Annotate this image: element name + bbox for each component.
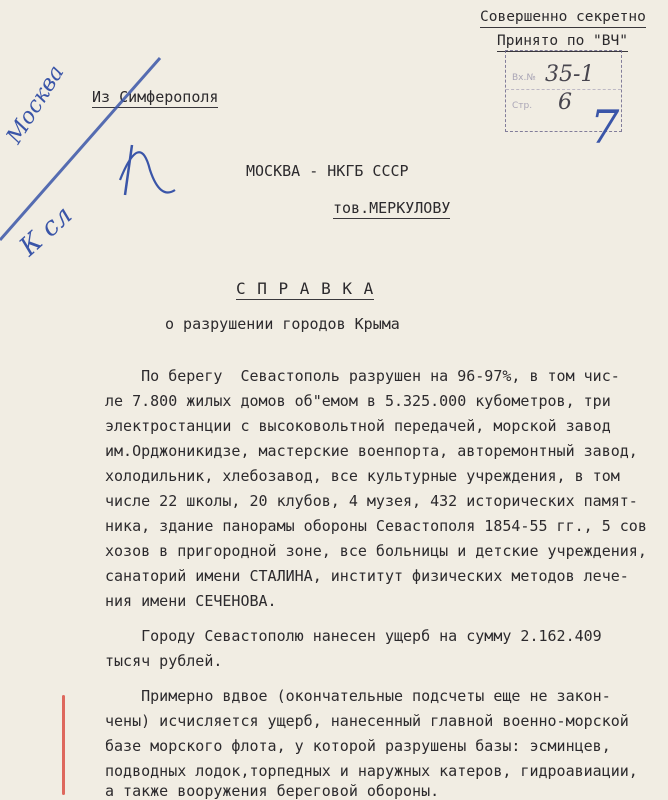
body-line: подводных лодок,торпедных и наружных катеров, гидроавиации, [105,762,638,780]
body-line: ле 7.800 жилых домов об"емом в 5.325.000 кубометров, три [105,392,611,410]
addressee-line1: МОСКВА - НКГБ СССР [246,162,409,180]
stamp-number: 35-1 [545,62,595,87]
body-line: холодильник, хлебозавод, все культурные учреждения, в том [105,467,620,485]
body-line: электростанции с высоковольтной передачей, морской завод [105,417,611,435]
body-line: ния имени СЕЧЕНОВА. [105,592,277,610]
received-via-label: Принято по "ВЧ" [497,32,628,52]
body-line: чены) исчисляется ущерб, нанесенный главной военно-морской [105,712,629,730]
page-mark: 7 [590,100,620,154]
body-line: Городу Севастополю нанесен ущерб на сумму 2.162.409 [105,627,602,645]
body-line: тысяч рублей. [105,652,223,670]
body-line: им.Орджоникидзе, мастерские военпорта, авторемонтный завод, [105,442,638,460]
from-line: Из Симферополя [92,88,219,106]
handwritten-note-line1: Москва [2,61,70,149]
body-line: а также вооружения береговой обороны. [105,782,440,800]
stamp-sheet: 6 [558,90,572,115]
body-line: По берегу Севастополь разрушен на 96-97%, в том чис- [105,367,620,385]
handwritten-note-line2: К сл [14,200,79,263]
stamp-row-str: Стр. [512,101,533,111]
body-line: хозов в пригородной зоне, все больницы и детские учреждения, [105,542,647,560]
addressee-line2: тов.МЕРКУЛОВУ [333,199,451,217]
body-line: Примерно вдвое (окончательные подсчеты еще не закон- [105,687,611,705]
body-line: числе 22 школы, 20 клубов, 4 музея, 432 исторических памят- [105,492,638,510]
red-margin-mark [62,695,65,795]
stamp-row-no: Вх.№ [512,73,536,83]
classification-label: Совершенно секретно [480,8,646,28]
body-line: санаторий имени СТАЛИНА, институт физических методов лече- [105,567,629,585]
document-subtitle: о разрушении городов Крыма [165,315,400,333]
document-title: С П Р А В К А [236,279,375,298]
body-line: ника, здание панорамы обороны Севастополя 1854-55 гг., 5 сов [105,517,647,535]
body-line: базе морского флота, у которой разрушены базы: эсминцев, [105,737,611,755]
